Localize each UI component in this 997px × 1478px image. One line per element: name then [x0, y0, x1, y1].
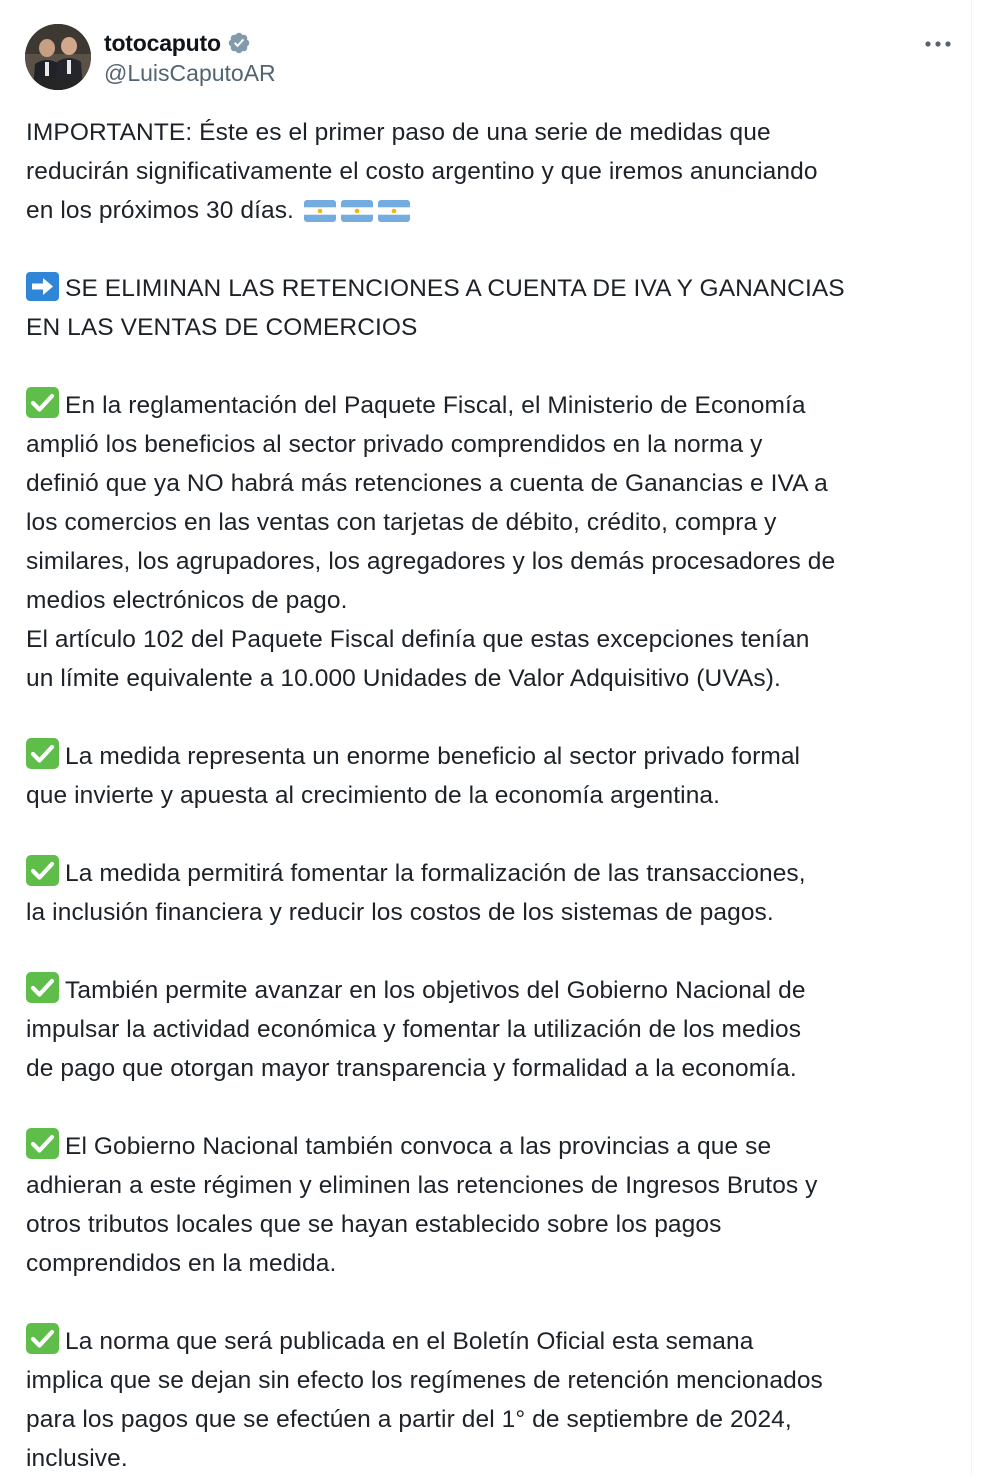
- text-line: para los pagos que se efectúen a partir del 1° de septiembre de 2024,: [26, 1406, 792, 1433]
- text-line: un límite equivalente a 10.000 Unidades de Valor Adquisitivo (UVAs).: [26, 665, 781, 692]
- text-line: comprendidos en la medida.: [26, 1250, 337, 1277]
- text-line: [26, 191, 956, 230]
- text-line: implica que se dejan sin efecto los regímenes de retención mencionados: [26, 1367, 823, 1394]
- text-line: impulsar la actividad económica y fomentar la utilización de los medios: [26, 1016, 802, 1043]
- headline-line: SE ELIMINAN LAS RETENCIONES A CUENTA DE IVA Y GANANCIAS: [65, 275, 845, 302]
- text-segment: La medida representa un enorme beneficio al sector privado formal: [65, 743, 801, 770]
- text-line: [26, 1127, 956, 1166]
- bullet-paragraph: [26, 386, 956, 698]
- bullet-paragraph: [26, 1322, 956, 1478]
- text-line: la inclusión financiera y reducir los costos de los sistemas de pagos.: [26, 899, 774, 926]
- headline-paragraph: [26, 269, 956, 347]
- text-line: inclusive.: [26, 1445, 128, 1472]
- check-mark-emoji: [26, 1128, 59, 1159]
- text-segment: La medida permitirá fomentar la formalización de las transacciones,: [65, 860, 806, 887]
- verified-badge-icon: [227, 31, 251, 55]
- text-line: amplió los beneficios al sector privado comprendidos en la norma y: [26, 431, 763, 458]
- text-line: otros tributos locales que se hayan establecido sobre los pagos: [26, 1211, 722, 1238]
- user-handle[interactable]: @LuisCaputoAR: [104, 60, 276, 86]
- argentina-flag-emoji: [341, 200, 373, 222]
- bullet-paragraph: [26, 1127, 956, 1283]
- avatar-image: [25, 24, 91, 90]
- intro-paragraph: [26, 113, 956, 230]
- text-line: [26, 269, 956, 308]
- text-line: los comercios en las ventas con tarjetas de débito, crédito, compra y: [26, 509, 777, 536]
- name-row: [104, 28, 276, 58]
- text-line: medios electrónicos de pago.: [26, 587, 348, 614]
- more-options-button[interactable]: [923, 34, 953, 54]
- text-line: [26, 1322, 956, 1361]
- text-line: que invierte y apuesta al crecimiento de la economía argentina.: [26, 782, 721, 809]
- check-mark-emoji: [26, 387, 59, 418]
- text-segment: La norma que será publicada en el Boletín Oficial esta semana: [65, 1328, 754, 1355]
- text-line: adhieran a este régimen y eliminen las retenciones de Ingresos Brutos y: [26, 1172, 818, 1199]
- text-line: [26, 854, 956, 893]
- tweet-text: [26, 113, 956, 1478]
- text-line: de pago que otorgan mayor transparencia y formalidad a la economía.: [26, 1055, 797, 1082]
- text-segment: El Gobierno Nacional también convoca a las provincias a que se: [65, 1133, 772, 1160]
- text-segment: en los próximos 30 días.: [26, 197, 294, 224]
- text-line: reducirán significativamente el costo argentino y que iremos anunciando: [26, 158, 818, 185]
- text-line: EN LAS VENTAS DE COMERCIOS: [26, 314, 418, 341]
- text-line: [26, 737, 956, 776]
- avatar[interactable]: [25, 24, 91, 90]
- tweet-header: [25, 24, 957, 92]
- text-line: definió que ya NO habrá más retenciones a cuenta de Ganancias e IVA a: [26, 470, 828, 497]
- check-mark-emoji: [26, 972, 59, 1003]
- right-arrow-emoji: [26, 272, 59, 301]
- argentina-flag-emoji: [378, 200, 410, 222]
- text-line: similares, los agrupadores, los agregadores y los demás procesadores de: [26, 548, 836, 575]
- bullet-paragraph: [26, 854, 956, 932]
- check-mark-emoji: [26, 1323, 59, 1354]
- text-line: El artículo 102 del Paquete Fiscal definía que estas excepciones tenían: [26, 626, 810, 653]
- text-segment: En la reglamentación del Paquete Fiscal, el Ministerio de Economía: [65, 392, 806, 419]
- user-info: [104, 28, 276, 87]
- column-border: [971, 0, 972, 1475]
- more-options-icon: [925, 41, 951, 47]
- display-name[interactable]: totocaputo: [104, 29, 221, 56]
- check-mark-emoji: [26, 738, 59, 769]
- bullet-paragraph: [26, 971, 956, 1088]
- text-segment: También permite avanzar en los objetivos del Gobierno Nacional de: [65, 977, 806, 1004]
- check-mark-emoji: [26, 855, 59, 886]
- argentina-flag-emoji: [304, 200, 336, 222]
- bullet-paragraph: [26, 737, 956, 815]
- text-line: IMPORTANTE: Éste es el primer paso de una serie de medidas que: [26, 119, 771, 146]
- text-line: [26, 386, 956, 425]
- text-line: [26, 971, 956, 1010]
